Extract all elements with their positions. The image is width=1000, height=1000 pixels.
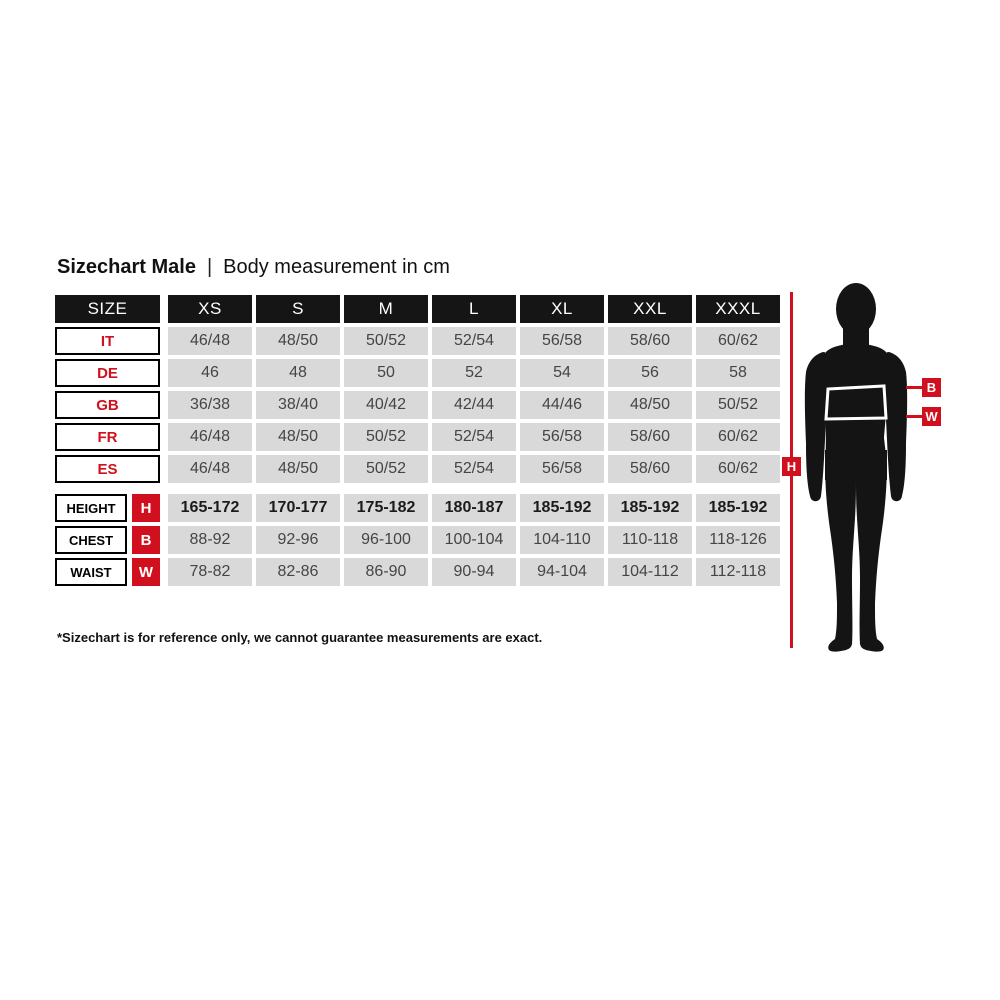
cell-height-xl: 185-192 — [520, 494, 604, 522]
cell-de-l: 52 — [432, 359, 516, 387]
cell-de-xs: 46 — [168, 359, 252, 387]
waist-marker-badge: W — [922, 407, 941, 426]
column-header-xs: XS — [168, 295, 252, 323]
cell-height-m: 175-182 — [344, 494, 428, 522]
title-main: Sizechart Male — [57, 256, 196, 278]
cell-es-xl: 56/58 — [520, 455, 604, 483]
cell-height-xs: 165-172 — [168, 494, 252, 522]
cell-it-xxl: 58/60 — [608, 327, 692, 355]
cell-fr-xxxl: 60/62 — [696, 423, 780, 451]
cell-de-xxl: 56 — [608, 359, 692, 387]
cell-es-xxl: 58/60 — [608, 455, 692, 483]
footnote: *Sizechart is for reference only, we cannot guarantee measurements are exact. — [57, 630, 543, 645]
row-label-es: ES — [55, 455, 160, 483]
page-title — [57, 256, 450, 279]
cell-height-xxl: 185-192 — [608, 494, 692, 522]
title-separator: | — [206, 256, 213, 278]
chest-tag-badge: B — [132, 526, 160, 554]
row-label-gb: GB — [55, 391, 160, 419]
cell-fr-s: 48/50 — [256, 423, 340, 451]
silhouette-right-leg — [856, 458, 887, 652]
cell-fr-xs: 46/48 — [168, 423, 252, 451]
cell-es-l: 52/54 — [432, 455, 516, 483]
cell-gb-xxl: 48/50 — [608, 391, 692, 419]
cell-es-m: 50/52 — [344, 455, 428, 483]
cell-chest-xl: 104-110 — [520, 526, 604, 554]
cell-waist-xxl: 104-112 — [608, 558, 692, 586]
cell-it-xl: 56/58 — [520, 327, 604, 355]
cell-chest-m: 96-100 — [344, 526, 428, 554]
cell-waist-m: 86-90 — [344, 558, 428, 586]
cell-es-xs: 46/48 — [168, 455, 252, 483]
cell-fr-xxl: 58/60 — [608, 423, 692, 451]
cell-de-m: 50 — [344, 359, 428, 387]
cell-gb-xs: 36/38 — [168, 391, 252, 419]
row-label-group-chest — [55, 526, 160, 554]
cell-fr-xl: 56/58 — [520, 423, 604, 451]
table-section-spacer — [55, 487, 780, 490]
cell-height-xxxl: 185-192 — [696, 494, 780, 522]
row-label-fr: FR — [55, 423, 160, 451]
cell-waist-xxxl: 112-118 — [696, 558, 780, 586]
cell-it-s: 48/50 — [256, 327, 340, 355]
row-label-height: HEIGHT — [55, 494, 127, 522]
cell-es-xxxl: 60/62 — [696, 455, 780, 483]
cell-gb-xxxl: 50/52 — [696, 391, 780, 419]
cell-height-l: 180-187 — [432, 494, 516, 522]
cell-de-s: 48 — [256, 359, 340, 387]
cell-de-xl: 54 — [520, 359, 604, 387]
cell-chest-s: 92-96 — [256, 526, 340, 554]
cell-it-xs: 46/48 — [168, 327, 252, 355]
cell-es-s: 48/50 — [256, 455, 340, 483]
title-subtitle: Body measurement in cm — [223, 256, 450, 278]
column-header-l: L — [432, 295, 516, 323]
silhouette-left-leg — [825, 458, 856, 652]
cell-chest-xs: 88-92 — [168, 526, 252, 554]
height-marker-badge: H — [782, 457, 801, 476]
size-table — [55, 295, 780, 586]
column-header-xxl: XXL — [608, 295, 692, 323]
height-tag-badge: H — [132, 494, 160, 522]
chest-marker-badge: B — [922, 378, 941, 397]
cell-it-l: 52/54 — [432, 327, 516, 355]
waist-tick-line — [906, 415, 922, 418]
row-label-chest: CHEST — [55, 526, 127, 554]
cell-chest-l: 100-104 — [432, 526, 516, 554]
cell-chest-xxxl: 118-126 — [696, 526, 780, 554]
cell-height-s: 170-177 — [256, 494, 340, 522]
cell-gb-m: 40/42 — [344, 391, 428, 419]
male-silhouette-svg — [780, 278, 1000, 658]
cell-waist-xl: 94-104 — [520, 558, 604, 586]
cell-de-xxxl: 58 — [696, 359, 780, 387]
column-header-xl: XL — [520, 295, 604, 323]
row-label-de: DE — [55, 359, 160, 387]
row-label-it: IT — [55, 327, 160, 355]
cell-waist-l: 90-94 — [432, 558, 516, 586]
cell-waist-s: 82-86 — [256, 558, 340, 586]
cell-fr-m: 50/52 — [344, 423, 428, 451]
cell-chest-xxl: 110-118 — [608, 526, 692, 554]
silhouette-torso — [823, 344, 889, 464]
cell-it-xxxl: 60/62 — [696, 327, 780, 355]
cell-it-m: 50/52 — [344, 327, 428, 355]
row-label-group-height — [55, 494, 160, 522]
size-header-cell: SIZE — [55, 295, 160, 323]
body-measurement-figure — [780, 278, 1000, 658]
chest-tick-line — [906, 386, 922, 389]
row-label-waist: WAIST — [55, 558, 127, 586]
cell-fr-l: 52/54 — [432, 423, 516, 451]
cell-waist-xs: 78-82 — [168, 558, 252, 586]
cell-gb-xl: 44/46 — [520, 391, 604, 419]
waist-tag-badge: W — [132, 558, 160, 586]
column-header-xxxl: XXXL — [696, 295, 780, 323]
cell-gb-s: 38/40 — [256, 391, 340, 419]
column-header-m: M — [344, 295, 428, 323]
cell-gb-l: 42/44 — [432, 391, 516, 419]
column-header-s: S — [256, 295, 340, 323]
row-label-group-waist — [55, 558, 160, 586]
